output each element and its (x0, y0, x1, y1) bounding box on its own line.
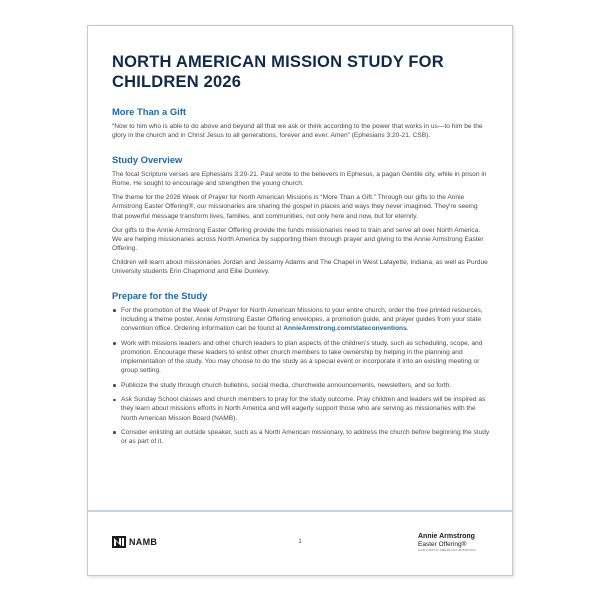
list-item: Work with missions leaders and other church leaders to plan aspects of the children’s study, such as scheduling, scope, and promotion. Encourage these leaders to enlist other church members to take ownership by helping in the planning and implementation of the study. You may choose to do the study as a special event or incorporate it into an existing meeting or group setting. (112, 339, 490, 375)
offering-logo-line-1: Annie Armstrong (418, 533, 475, 540)
overview-paragraph-3: Our gifts to the Annie Armstrong Easter Offering provide the funds missionaries need to train and serve all over North America. We are helping missionaries across North America by supporting them through prayer and giving to the Annie Armstrong Easter Offering. (112, 226, 484, 252)
list-item: Consider enlisting an outside speaker, such as a North American missionary, to address the church before beginning the study or as part of it. (112, 428, 490, 446)
overview-paragraph-2: The theme for the 2026 Week of Prayer for North American Missions is “More Than a Gift.” Through our gifts to the Annie Armstrong Easter Offering®, our missionaries are sharing the gospel in places and ways they never imagined. They’re seeing that powerful message transform lives, families, and communities, not only here and now, but for eternity. (112, 194, 478, 220)
offering-logo-line-2: Easter Offering® (418, 541, 467, 548)
prepare-bullet-list (112, 306, 490, 446)
overview-paragraph-4: Children will learn about missionaries Jordan and Jessamy Adams and The Chapel in West Lafayette, Indiana, as well as Purdue University students Erin Chapmond and Ellie Dunlevy. (112, 258, 488, 276)
title-line-2: CHILDREN 2026 (112, 73, 242, 91)
offering-logo-line-3: FOR NORTH AMERICAN MISSIONS (418, 548, 476, 552)
document-page (87, 25, 513, 576)
footer-divider (88, 510, 512, 512)
state-conventions-link[interactable]: AnnieArmstrong.com/stateconventions (283, 325, 407, 333)
bullet-1-end: . (406, 325, 409, 333)
list-item: Ask Sunday School classes and church members to pray for the study outcome. Pray children and leaders will be inspired as they learn about missions efforts in North America and will eagerly support those who are serving as missionaries with the North American Mission Board (NAMB). (112, 395, 490, 422)
namb-logo-text: NAMB (129, 537, 158, 547)
page-title (112, 52, 490, 92)
bullet-1-text: For the promotion of the Week of Prayer for North American Missions to your entire church, order the free printed resources, including a theme poster, Annie Armstrong Easter Offering envelopes, a promotion guide, and prayer guides from your state convention office. Ordering information can be found at (121, 307, 483, 333)
list-item (112, 306, 490, 333)
page-number: 1 (298, 539, 302, 545)
title-line-1: NORTH AMERICAN MISSION STUDY FOR (112, 53, 444, 71)
list-item: Publicize the study through church bulletins, social media, churchwide announcements, newsletters, and so forth. (112, 381, 490, 390)
section-heading-prepare-for-the-study: Prepare for the Study (112, 290, 208, 302)
scripture-paragraph: “Now to him who is able to do above and beyond all that we ask or think according to the power that works in us—to him be the glory in the church and in Christ Jesus to all generations, forever and ever. Amen” (Ephesians 3:20-21, CSB). (112, 123, 483, 140)
section-heading-study-overview: Study Overview (112, 154, 183, 166)
overview-paragraph-1: The focal Scripture verses are Ephesians 3:20-21. Paul wrote to the believers in Ephesus, a pagan Gentile city, while in prison in Rome. He sought to encourage and strengthen the young church. (112, 171, 487, 188)
annie-armstrong-logo (418, 533, 490, 553)
section-heading-more-than-a-gift: More Than a Gift (112, 106, 186, 117)
page-content (112, 48, 490, 452)
